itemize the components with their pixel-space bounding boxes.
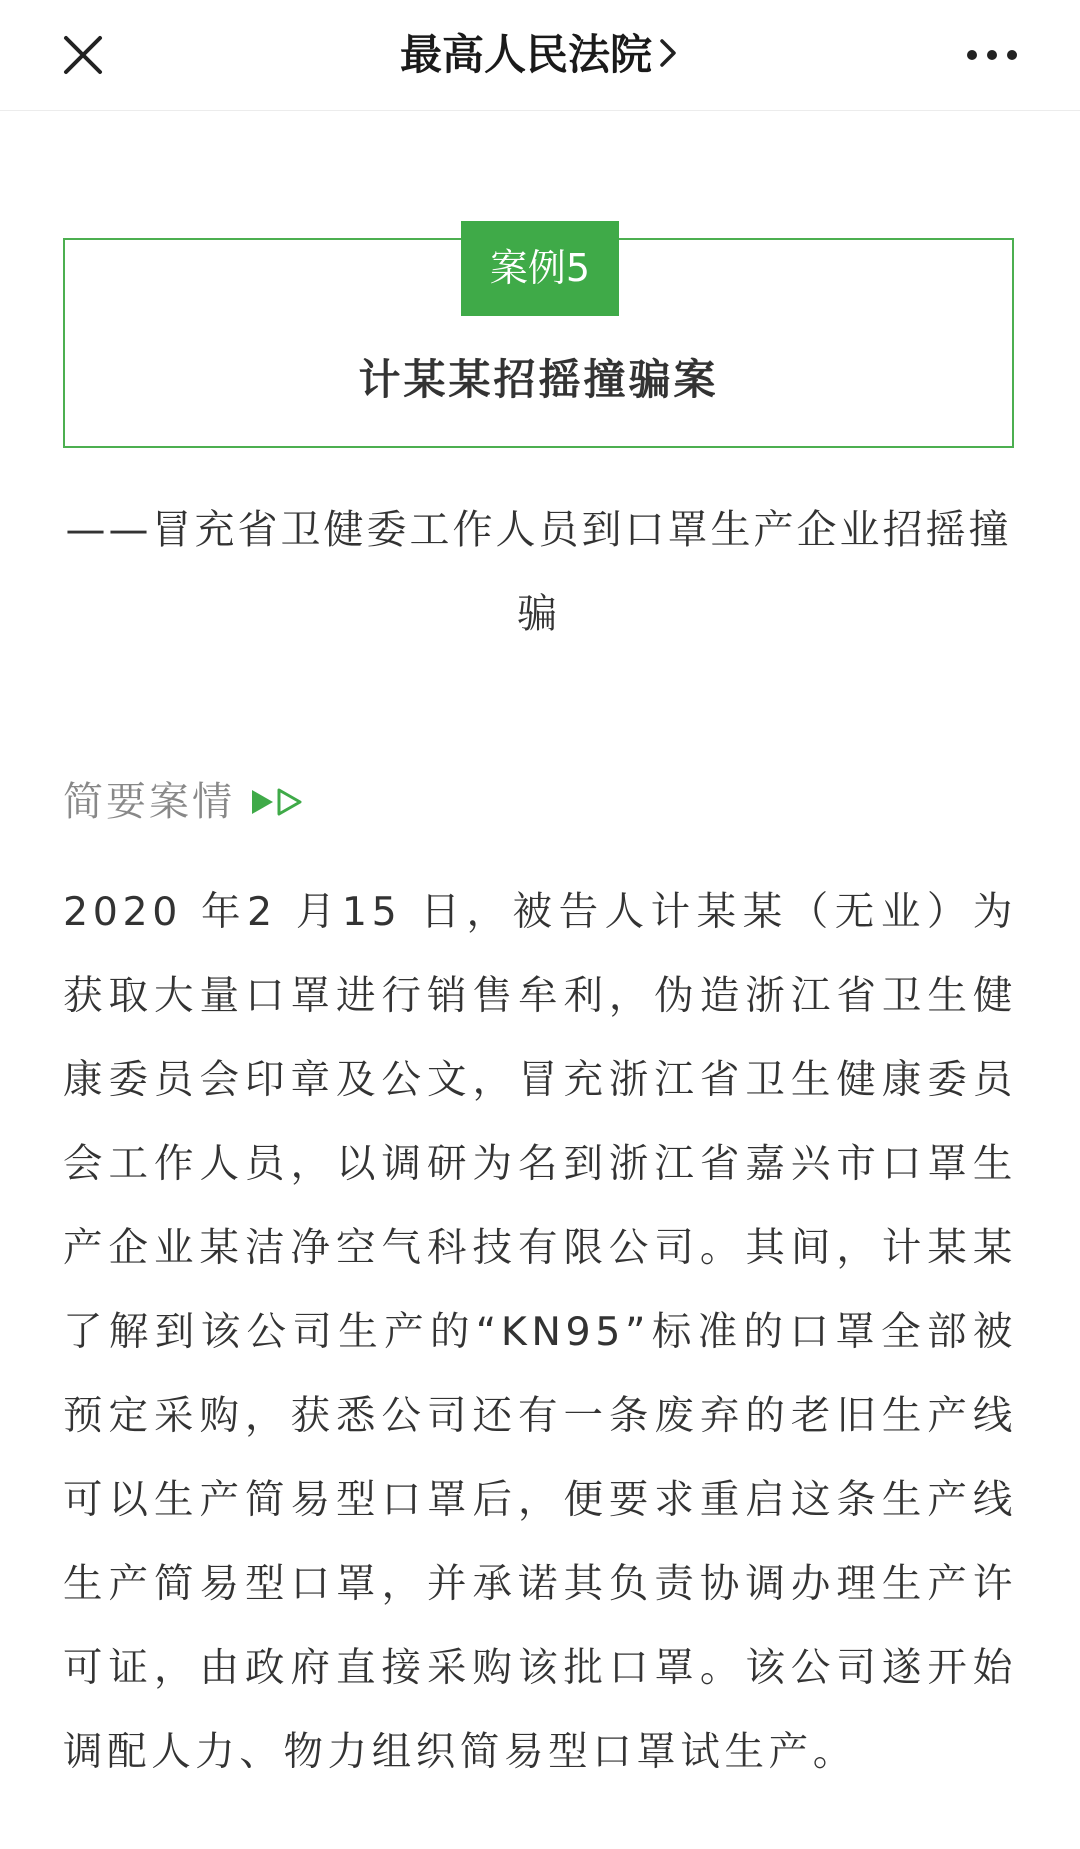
chevron-right-icon [658, 32, 680, 72]
case-summary-paragraph: 2020 年2 月15 日，被告人计某某（无业）为获取大量口罩进行销售牟利，伪造浙江省卫生健康委员会印章及公文，冒充浙江省卫生健康委员会工作人员，以调研为名到浙江省嘉兴市口罩生产企业某洁净空气科技有限公司。其间，计某某了解到该公司生产的“KN95”标准的口罩全部被预定采购，获悉公司还有一条废弃的老旧生产线可以生产简易型口罩后，便要求重启这条生产线生产简易型口罩，并承诺其负责协调办理生产许可证，由政府直接采购该批口罩。该公司遂开始调配人力、物力组织简易型口罩试生产。 [63, 889, 1017, 1775]
top-navigation-bar [0, 0, 1080, 111]
account-title: 最高人民法院 [399, 30, 652, 79]
section-heading-label: 简要案情 [63, 779, 235, 825]
case-subtitle: ——冒充省卫健委工作人员到口罩生产企业招摇撞骗 [65, 507, 1012, 637]
play-arrows-icon [249, 785, 305, 819]
section-heading [63, 772, 305, 832]
case-number-tag: 案例5 [461, 221, 619, 316]
case-title: 计某某招摇撞骗案 [358, 355, 719, 404]
account-title-link[interactable] [0, 28, 1080, 82]
more-dots-icon[interactable] [964, 40, 1020, 70]
